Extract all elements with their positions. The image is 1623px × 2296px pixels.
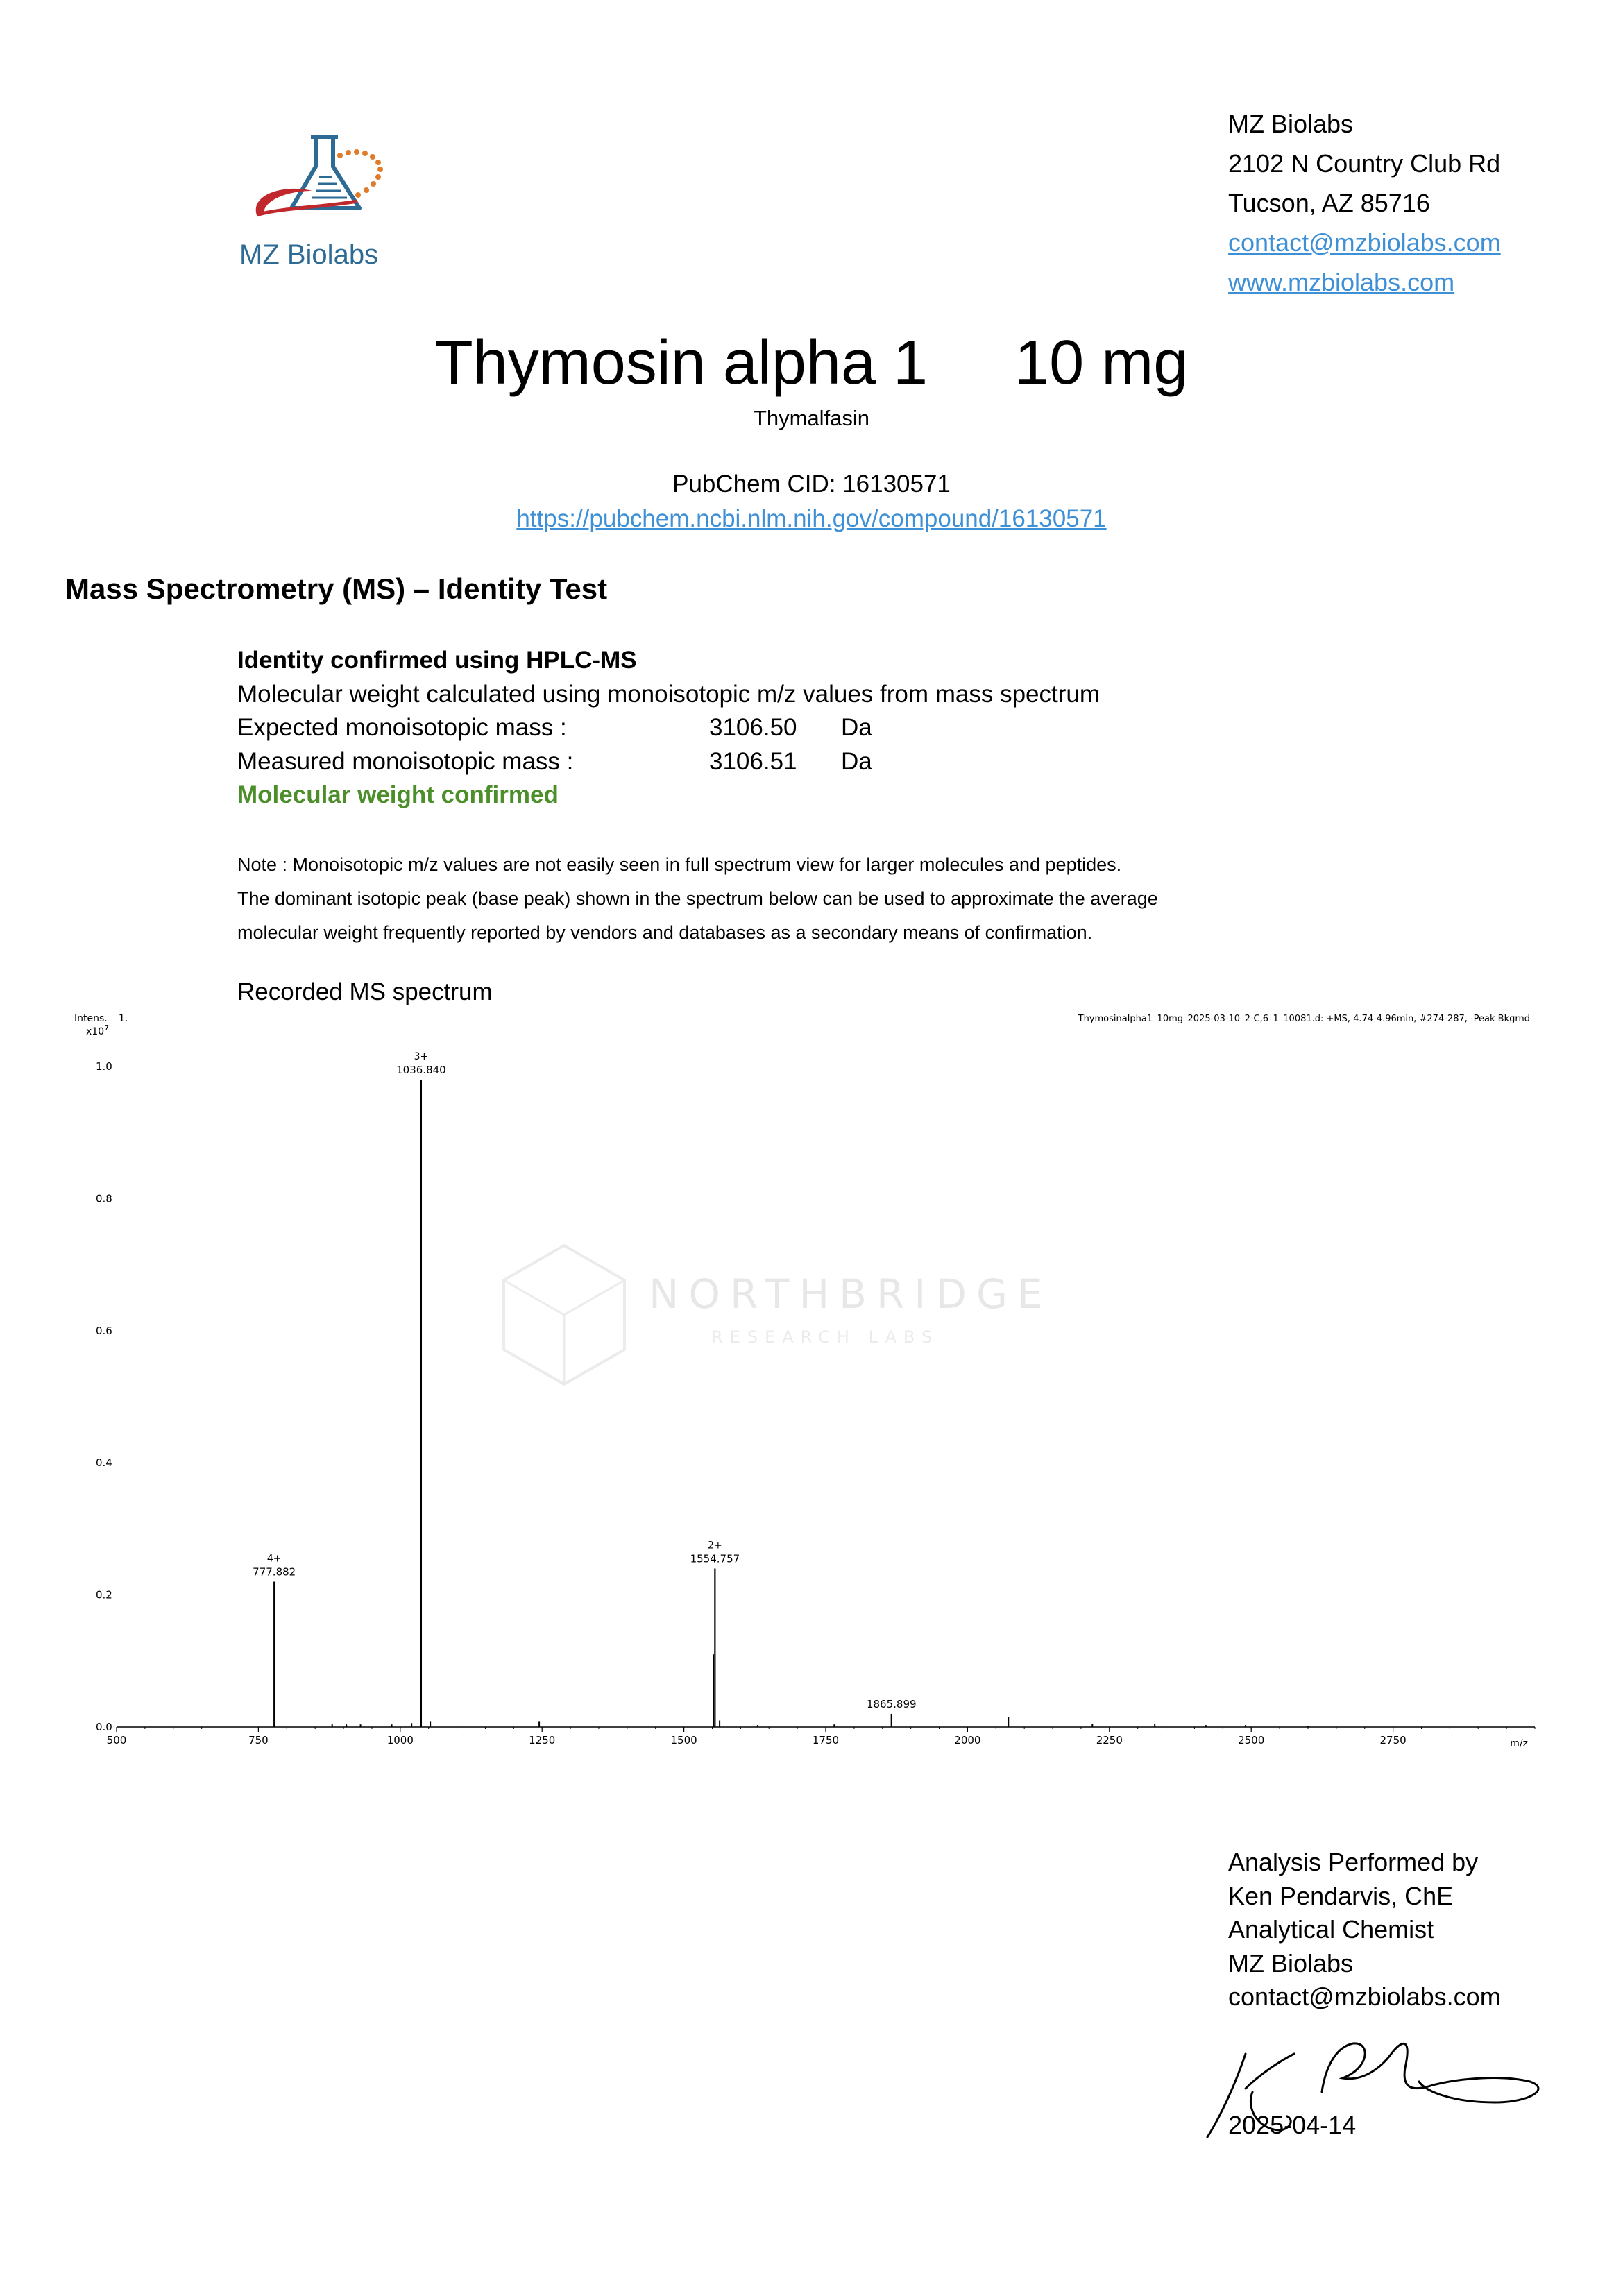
x-tick-label: 750	[248, 1734, 269, 1746]
x-tick-label: 2750	[1379, 1734, 1407, 1746]
product-subtitle: Thymalfasin	[753, 406, 870, 430]
peak-charge-label: 3+	[414, 1051, 429, 1063]
watermark-name: NORTHBRIDGE	[649, 1270, 1053, 1318]
x-axis-label: m/z	[1510, 1738, 1528, 1749]
confirmation-result: Molecular weight confirmed	[237, 781, 559, 808]
analyst-name: Ken Pendarvis, ChE	[1228, 1881, 1454, 1910]
address-line-1: 2102 N Country Club Rd	[1228, 149, 1501, 178]
note-line-3: molecular weight frequently reported by vendors and databases as a secondary means of confirmation.	[237, 922, 1093, 943]
peak-charge-label: 2+	[708, 1540, 722, 1551]
x-tick-label: 2000	[954, 1734, 981, 1746]
y-tick-label: 0.8	[96, 1192, 112, 1205]
pubchem-url-link[interactable]: https://pubchem.ncbi.nlm.nih.gov/compound/16130571	[516, 505, 1107, 532]
expected-mass-label: Expected monoisotopic mass :	[237, 714, 567, 741]
section-heading: Mass Spectrometry (MS) – Identity Test	[65, 572, 608, 605]
note-block	[237, 848, 1158, 950]
y-tick-label: 0.2	[96, 1588, 112, 1601]
measured-mass-row	[237, 745, 1100, 779]
y-tick-label: 0.6	[96, 1324, 112, 1337]
x-tick-label: 1500	[670, 1734, 697, 1746]
peak-charge-label: 4+	[266, 1553, 282, 1565]
company-email-link[interactable]: contact@mzbiolabs.com	[1228, 228, 1501, 257]
analyst-line-1: Analysis Performed by	[1228, 1848, 1479, 1876]
y-tick-label: 0.4	[96, 1456, 112, 1470]
expected-mass-unit: Da	[841, 714, 872, 741]
identity-method: Molecular weight calculated using monoisotopic m/z values from mass spectrum	[237, 680, 1101, 708]
company-address-block	[1228, 104, 1501, 302]
identity-block	[237, 644, 1100, 813]
expected-mass-row	[237, 711, 1100, 745]
x-tick-label: 2250	[1096, 1734, 1123, 1746]
peak-mz-label: 777.882	[253, 1565, 296, 1579]
x-tick-label: 2500	[1238, 1734, 1265, 1746]
product-title: Thymosin alpha 1 10 mg	[434, 328, 1189, 398]
x-tick-label: 1750	[812, 1734, 840, 1746]
analyst-block	[1228, 1846, 1501, 2014]
measured-mass-label: Measured monoisotopic mass :	[237, 747, 574, 775]
analyst-email: contact@mzbiolabs.com	[1228, 1982, 1501, 2011]
pubchem-cid: PubChem CID: 16130571	[672, 470, 951, 498]
measured-mass-unit: Da	[841, 747, 872, 775]
logo-text: MZ Biolabs	[239, 239, 379, 270]
company-name: MZ Biolabs	[1228, 110, 1354, 138]
x-tick-label: 500	[106, 1734, 127, 1746]
company-website-link[interactable]: www.mzbiolabs.com	[1228, 268, 1455, 296]
ms-spectrum-chart	[62, 1010, 1547, 1762]
x-tick-label: 1000	[386, 1734, 414, 1746]
address-line-2: Tucson, AZ 85716	[1228, 189, 1430, 217]
spectrum-header: Thymosinalpha1_10mg_2025-03-10_2-C,6_1_10081.d: +MS, 4.74-4.96min, #274-287, -Peak Bkgrnd	[1078, 1014, 1530, 1024]
identity-heading: Identity confirmed using HPLC-MS	[237, 647, 637, 674]
y-axis-extra: 1.	[119, 1013, 128, 1024]
signature-date: 2025-04-14	[1228, 2111, 1357, 2139]
peak-mz-label: 1865.899	[866, 1697, 917, 1710]
spectrum-title: Recorded MS spectrum	[237, 978, 493, 1005]
y-tick-label: 0.0	[96, 1721, 112, 1733]
expected-mass-value: 3106.50	[709, 714, 797, 741]
note-line-2: The dominant isotopic peak (base peak) shown in the spectrum below can be used to approximate the average	[237, 888, 1158, 909]
x-tick-label: 1250	[529, 1734, 556, 1746]
note-line-1: Note : Monoisotopic m/z values are not easily seen in full spectrum view for larger molecules and peptides.	[237, 854, 1122, 875]
y-axis-label: Intens.	[74, 1013, 108, 1024]
peak-mz-label: 1036.840	[396, 1064, 446, 1077]
y-axis-scale: $x10^7$	[86, 1023, 110, 1037]
peak-mz-label: 1554.757	[690, 1552, 740, 1565]
watermark-sub: RESEARCH LABS	[711, 1327, 940, 1347]
analyst-company: MZ Biolabs	[1228, 1948, 1354, 1978]
analyst-role: Analytical Chemist	[1228, 1915, 1434, 1944]
watermark	[504, 1245, 1053, 1384]
y-tick-label: 1.0	[96, 1060, 112, 1073]
measured-mass-value: 3106.51	[709, 747, 797, 775]
